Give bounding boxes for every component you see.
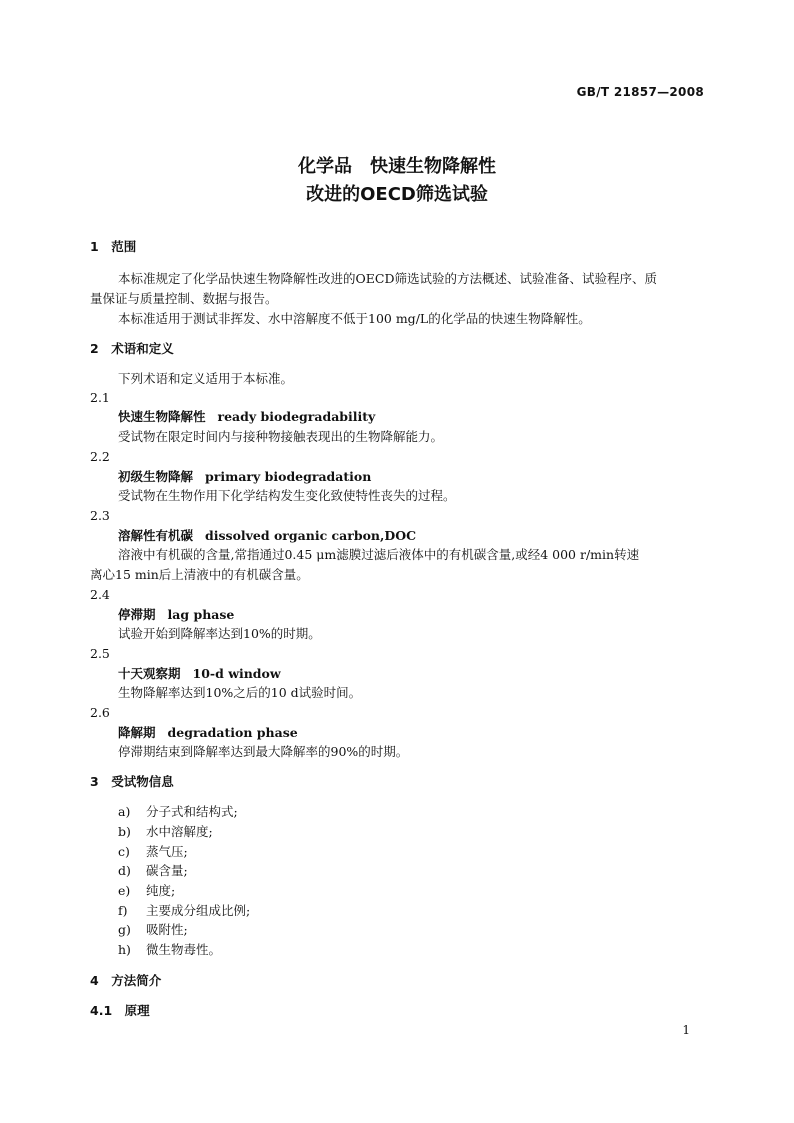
page-number: 1: [682, 1023, 690, 1037]
list-item: [118, 941, 221, 959]
term-2-5-zh: 十天观察期: [118, 666, 181, 681]
term-2-2-definition: 受试物在生物作用下化学结构发生变化致使特性丧失的过程。: [118, 488, 456, 503]
list-item-text: 微生物毒性。: [146, 942, 222, 957]
term-2-2: [118, 468, 371, 486]
document-title-line2: 改进的OECD筛选试验: [306, 184, 488, 205]
list-item-text: 纯度;: [146, 883, 176, 898]
list-item-text: 蒸气压;: [146, 844, 188, 859]
term-2-3-definition-line-1: 溶液中有机碳的含量,常指通过0.45 μm滤膜过滤后液体中的有机碳含量,或经4 000 r/min转速: [118, 547, 640, 562]
term-number-2-6: 2.6: [90, 705, 110, 720]
term-2-6-definition: 停滞期结束到降解率达到最大降解率的90%的时期。: [118, 744, 409, 759]
section-heading-method: 4 方法简介: [90, 973, 162, 988]
term-2-4-en: lag phase: [167, 607, 235, 622]
list-item-text: 主要成分组成比例;: [146, 903, 251, 918]
document-title-line1: 化学品 快速生物降解性: [298, 156, 496, 177]
list-item: [118, 921, 188, 939]
list-item-label: c): [118, 844, 130, 859]
document-code: GB/T 21857—2008: [576, 85, 704, 99]
list-item-label: b): [118, 824, 131, 839]
term-2-6-zh: 降解期: [118, 725, 156, 740]
term-2-4: [118, 606, 234, 624]
list-item-label: d): [118, 863, 131, 878]
list-item-text: 吸附性;: [146, 922, 188, 937]
term-2-3-zh: 溶解性有机碳: [118, 528, 194, 543]
term-2-3: [118, 527, 416, 545]
term-number-2-3: 2.3: [90, 508, 110, 523]
term-2-3-definition-line-2: 离心15 min后上清液中的有机碳含量。: [90, 567, 309, 582]
list-item-label: a): [118, 804, 131, 819]
list-item-label: e): [118, 883, 131, 898]
term-number-2-5: 2.5: [90, 646, 110, 661]
scope-paragraph-2: 本标准适用于测试非挥发、水中溶解度不低于100 mg/L的化学品的快速生物降解性。: [118, 311, 591, 326]
term-2-6: [118, 724, 298, 742]
term-2-3-en: dissolved organic carbon,DOC: [205, 528, 417, 543]
scope-paragraph-1-line-2: 量保证与质量控制、数据与报告。: [90, 291, 278, 306]
list-item-text: 分子式和结构式;: [146, 804, 238, 819]
list-item: [118, 823, 213, 841]
term-number-2-1: 2.1: [90, 390, 110, 405]
term-2-5: [118, 665, 281, 683]
term-number-2-4: 2.4: [90, 587, 110, 602]
term-2-2-zh: 初级生物降解: [118, 469, 194, 484]
term-2-1: [118, 408, 375, 426]
section-heading-scope: 1 范围: [90, 239, 137, 254]
term-2-1-zh: 快速生物降解性: [118, 409, 206, 424]
term-2-4-zh: 停滞期: [118, 607, 156, 622]
term-2-1-en: ready biodegradability: [217, 409, 376, 424]
list-item: [118, 803, 238, 821]
subsection-heading-principle: 4.1 原理: [90, 1003, 150, 1018]
list-item-label: h): [118, 942, 131, 957]
list-item: [118, 862, 188, 880]
section-heading-terms: 2 术语和定义: [90, 341, 174, 356]
list-item-text: 水中溶解度;: [146, 824, 213, 839]
list-item-label: f): [118, 903, 128, 918]
term-2-5-en: 10-d window: [192, 666, 281, 681]
list-item: [118, 843, 188, 861]
term-2-5-definition: 生物降解率达到10%之后的10 d试验时间。: [118, 685, 362, 700]
term-2-6-en: degradation phase: [167, 725, 298, 740]
section-heading-substance-info: 3 受试物信息: [90, 774, 174, 789]
term-2-2-en: primary biodegradation: [205, 469, 372, 484]
list-item-label: g): [118, 922, 131, 937]
term-number-2-2: 2.2: [90, 449, 110, 464]
term-2-1-definition: 受试物在限定时间内与接种物接触表现出的生物降解能力。: [118, 429, 444, 444]
term-2-4-definition: 试验开始到降解率达到10%的时期。: [118, 626, 321, 641]
terms-intro: 下列术语和定义适用于本标准。: [118, 371, 294, 386]
list-item: [118, 902, 250, 920]
list-item-text: 碳含量;: [146, 863, 188, 878]
scope-paragraph-1-line-1: 本标准规定了化学品快速生物降解性改进的OECD筛选试验的方法概述、试验准备、试验程序、质: [118, 271, 657, 286]
list-item: [118, 882, 175, 900]
